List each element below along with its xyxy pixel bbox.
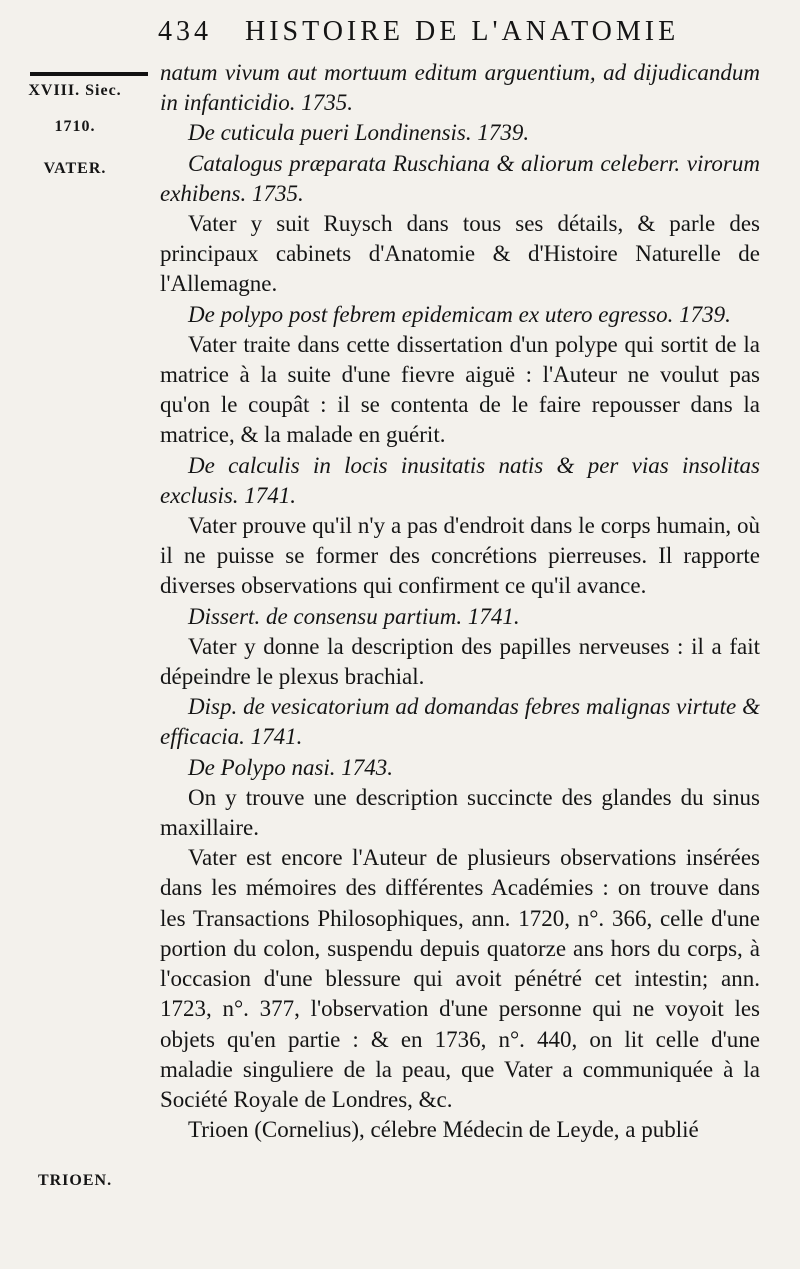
paragraph: De cuticula pueri Londinensis. 1739. [188, 120, 530, 146]
running-header [158, 16, 758, 56]
paragraph: Vater y donne la description des papilles nerveuses : il a fait dépeindre le plexus brachial. [160, 633, 760, 690]
paragraph: Disp. de vesicatorium ad domandas febres malignas virtute & efficacia. 1741. [160, 694, 760, 750]
paragraph: Vater traite dans cette dissertation d'un polype qui sortit de la matrice à la suite d'une fievre aiguë : l'Auteur ne voulut pas qu'on le coupât : il se contenta de le faire repousser dans la matrice, & la malade en guérit. [160, 331, 760, 448]
paragraph: Vater est encore l'Auteur de plusieurs observations insérées dans les mémoires des différentes Académies : on trouve dans les Transactions Philosophiques, ann. 1720, n°. 366, celle d'une portion du colon, suspendu depuis quatorze ans hors du corps, à l'occasion d'une blessure qui avoit pénétré cet intestin; ann. 1723, n°. 377, l'observation d'une personne qui ne voyoit les objets qu'en partie : & en 1736, n°. 440, on lit celle d'une maladie singuliere de la peau, que Vater a communiquée à la Société Royale de Londres, &c. [160, 845, 760, 1112]
margin-note-year: 1710. [54, 118, 96, 135]
paragraph: Dissert. de consensu partium. 1741. [188, 603, 520, 629]
paragraph: Vater prouve qu'il n'y a pas d'endroit dans le corps humain, où il ne puisse se former des concrétions pierreuses. Il rapporte diverses observations qui confirment ce qu'il avance. [160, 513, 760, 599]
running-title: HISTOIRE DE L'ANATOMIE [245, 16, 680, 47]
paragraph: Vater y suit Ruysch dans tous ses détails, & parle des principaux cabinets d'Anatomie & d'Histoire Naturelle de l'Allemagne. [160, 211, 760, 297]
page-number: 434 [158, 16, 212, 47]
paragraph: De Polypo nasi. 1743. [188, 754, 394, 780]
paragraph: Trioen (Cornelius), célebre Médecin de Leyde, a publié [188, 1117, 699, 1143]
paragraph: De calculis in locis inusitatis natis & per vias insolitas exclusis. 1741. [160, 452, 760, 508]
margin-note-trioen: TRIOEN. [37, 1172, 113, 1189]
body-text [160, 58, 760, 1145]
margin-note-vater: VATER. [43, 160, 107, 177]
paragraph: Catalogus præparata Ruschiana & aliorum celeberr. virorum exhibens. 1735. [160, 150, 760, 206]
paragraph: On y trouve une description succincte des glandes du sinus maxillaire. [160, 784, 760, 841]
margin-rule [30, 72, 148, 76]
paragraph: De polypo post febrem epidemicam ex utero egresso. 1739. [188, 301, 731, 327]
margin-note-century: XVIII. Siec. [28, 82, 122, 99]
paragraph: natum vivum aut mortuum editum arguentium, ad dijudicandum in infanticidio. 1735. [160, 60, 760, 116]
